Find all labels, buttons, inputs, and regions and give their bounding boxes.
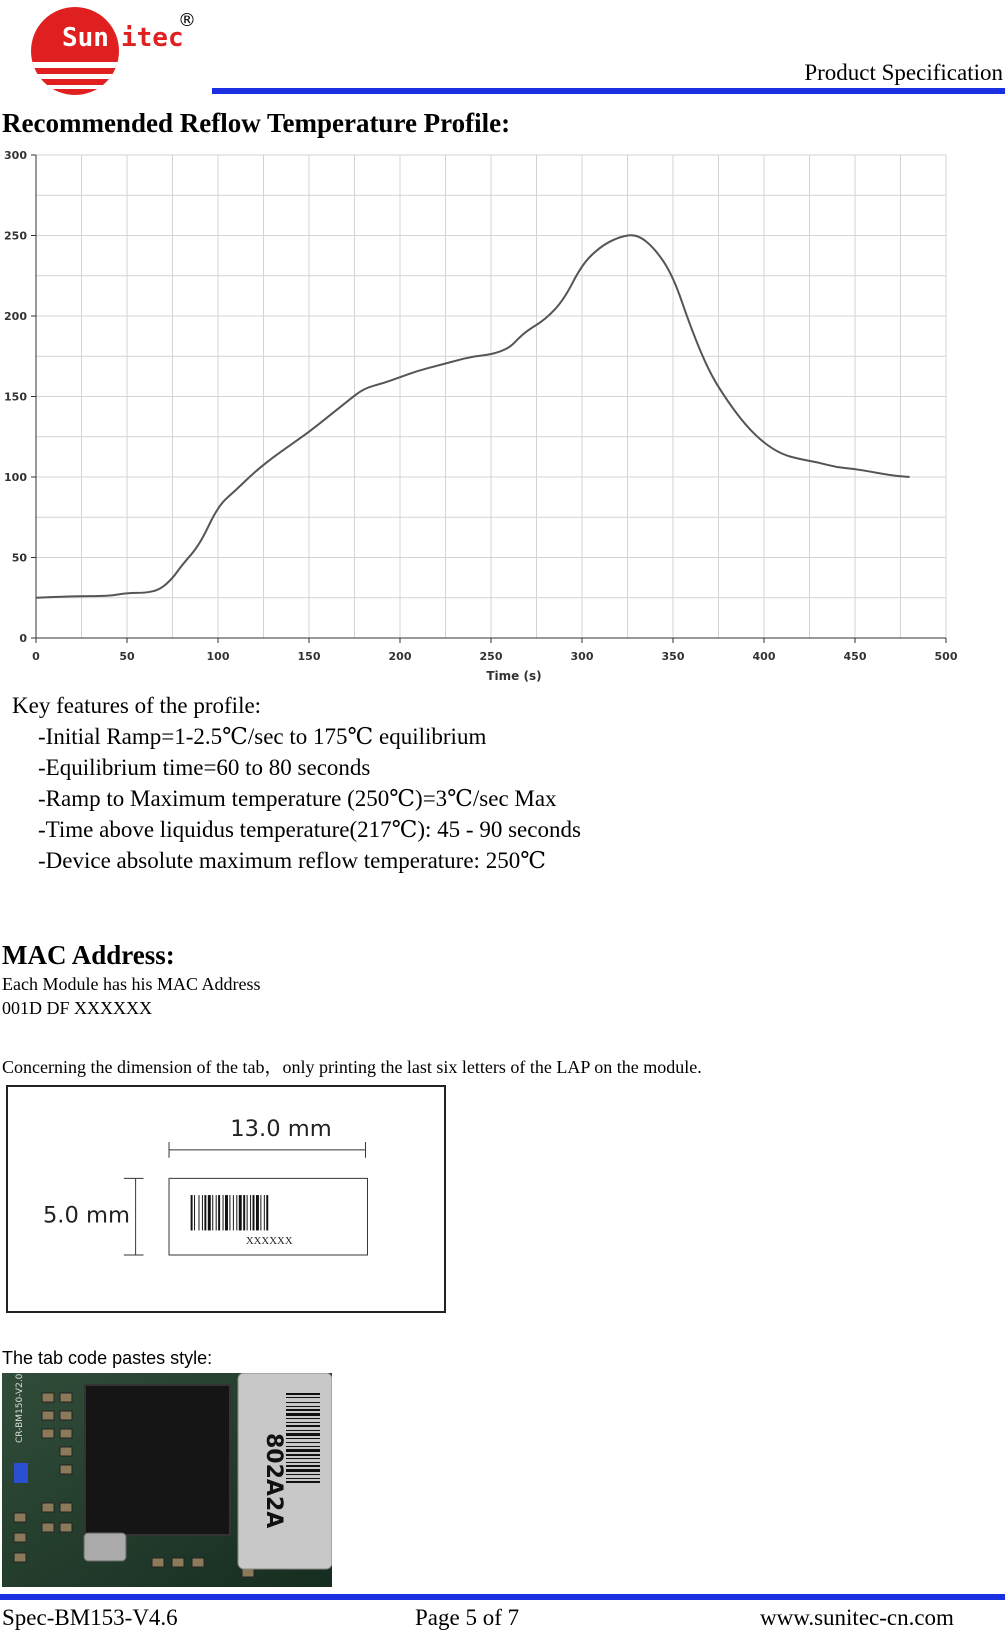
feature-item: -Equilibrium time=60 to 80 seconds (38, 755, 371, 780)
sunitec-logo (28, 6, 208, 96)
feature-item: -Initial Ramp=1-2.5℃/sec to 175℃ equilibrium (38, 724, 487, 749)
barcode-caption: XXXXXX (245, 1235, 293, 1248)
mac-description: Each Module has his MAC Address (2, 974, 261, 994)
reflow-profile-line (36, 235, 910, 598)
document-type: Product Specification (804, 60, 1003, 85)
x-tick-label: 50 (119, 650, 135, 663)
y-tick-label: 250 (4, 229, 27, 243)
x-tick-label: 400 (752, 650, 776, 663)
logo-text-sun: Sun (62, 23, 109, 53)
footer-website: www.sunitec-cn.com (760, 1605, 954, 1630)
x-tick-label: 500 (934, 650, 958, 663)
blue-component (14, 1463, 28, 1483)
feature-item: -Device absolute maximum reflow temperature: 250℃ (38, 848, 546, 873)
mac-heading: MAC Address: (2, 940, 175, 970)
footer-page-number: Page 5 of 7 (415, 1605, 520, 1630)
width-dimension-label: 13.0 mm (230, 1116, 332, 1143)
registered-mark: ® (178, 10, 196, 31)
height-dimension-label: 5.0 mm (42, 1202, 131, 1229)
module-photo (2, 1373, 332, 1587)
x-tick-label: 0 (32, 650, 40, 663)
x-tick-label: 150 (297, 650, 321, 663)
logo-text-itec: itec (121, 23, 184, 53)
sticker-barcode (286, 1393, 320, 1483)
header-rule (212, 88, 1005, 94)
board-silkscreen: CR-BM150-V2.0 (15, 1373, 25, 1443)
crystal (84, 1533, 126, 1561)
x-tick-label: 300 (570, 650, 594, 663)
x-tick-label: 200 (388, 650, 412, 663)
y-tick-label: 300 (4, 150, 27, 162)
y-tick-label: 100 (4, 471, 27, 484)
tab-note: Concerning the dimension of the tab，only printing the last six letters of the LAP on the module. (2, 1057, 702, 1077)
footer-rule (0, 1594, 1005, 1600)
feature-item: -Ramp to Maximum temperature (250℃)=3℃/sec Max (38, 786, 557, 811)
y-tick-label: 0 (19, 632, 27, 645)
tab-dimension-diagram (6, 1085, 446, 1313)
y-tick-label: 150 (4, 390, 27, 404)
sticker-code: 802A2A (261, 1433, 286, 1529)
reflow-heading: Recommended Reflow Temperature Profile: (2, 108, 511, 138)
feature-item: -Time above liquidus temperature(217℃): 45 - 90 seconds (38, 817, 581, 842)
x-tick-label: 350 (661, 650, 685, 663)
y-tick-label: 200 (4, 310, 27, 323)
mac-value: 001D DF XXXXXX (2, 998, 153, 1018)
profile-features (12, 690, 581, 876)
x-tick-label: 450 (843, 650, 867, 663)
chip-shield (85, 1385, 230, 1535)
barcode (191, 1195, 269, 1230)
y-tick-label: 50 (11, 551, 27, 565)
footer-doc-id: Spec-BM153-V4.6 (2, 1605, 178, 1630)
x-tick-label: 100 (206, 650, 230, 663)
x-tick-label: 250 (479, 650, 503, 663)
reflow-chart (2, 150, 1002, 690)
features-title: Key features of the profile: (12, 693, 262, 718)
chart-x-label: Time (s) (486, 669, 542, 683)
tab-paste-caption: The tab code pastes style: (2, 1348, 213, 1368)
